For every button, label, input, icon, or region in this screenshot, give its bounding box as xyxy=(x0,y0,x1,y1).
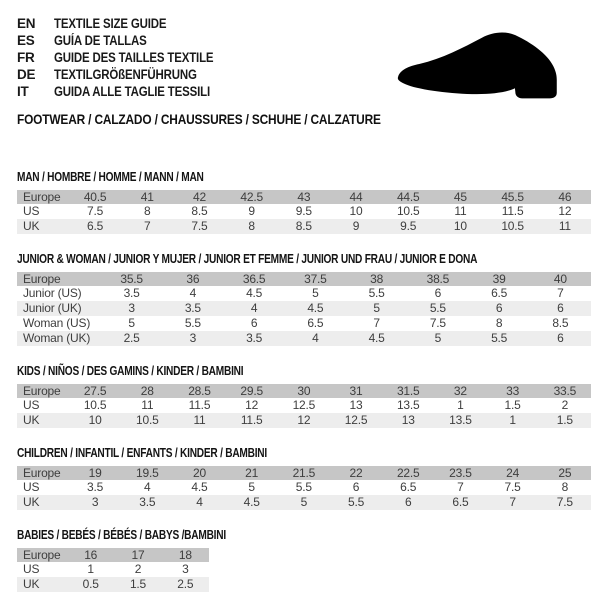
size-table-row xyxy=(17,480,591,495)
size-cell: 8.5 xyxy=(278,219,330,234)
size-table-row xyxy=(17,204,591,219)
size-table-row xyxy=(17,316,591,331)
size-cell: 7.5 xyxy=(539,495,591,510)
language-code: IT xyxy=(17,84,29,99)
size-table-header-row xyxy=(17,548,209,562)
section-man xyxy=(17,169,591,234)
size-cell: 22.5 xyxy=(382,466,434,480)
size-cell: 5.5 xyxy=(469,331,530,346)
section-title: MAN / HOMBRE / HOMME / MANN / MAN xyxy=(17,169,204,184)
row-label: Europe xyxy=(17,548,67,562)
size-cell: 7 xyxy=(457,480,464,494)
size-cell: 4.5 xyxy=(246,286,263,300)
size-cell: 23.5 xyxy=(434,466,486,480)
size-cell: 6 xyxy=(250,316,258,330)
size-table-kids xyxy=(17,384,591,428)
row-label: UK xyxy=(17,413,69,428)
size-cell: 13.5 xyxy=(434,413,486,428)
size-cell: 7 xyxy=(373,316,380,330)
size-cell: 3.5 xyxy=(224,331,285,346)
size-table-header-row xyxy=(17,272,591,286)
size-cell: 5.5 xyxy=(407,301,468,316)
section-babies xyxy=(17,527,591,592)
size-table-junior-woman xyxy=(17,272,591,346)
size-cell: 5 xyxy=(407,331,468,346)
size-cell: 8 xyxy=(495,316,503,330)
size-cell: 9.5 xyxy=(295,204,312,218)
size-cell: 1 xyxy=(487,413,539,428)
size-cell: 45.5 xyxy=(487,190,539,204)
section-title: BABIES / BEBÉS / BÉBÉS / BABYS /BAMBINI xyxy=(17,527,226,542)
language-title: GUIDA ALLE TAGLIE TESSILI xyxy=(54,84,210,99)
size-cell: 8.5 xyxy=(191,204,208,218)
size-cell: 6.5 xyxy=(400,480,417,494)
language-title: GUIDE DES TAILLES TEXTILE xyxy=(54,50,214,65)
size-cell: 11.5 xyxy=(226,413,278,428)
size-cell: 5.5 xyxy=(368,286,385,300)
size-cell: 24 xyxy=(487,466,539,480)
size-cell: 5 xyxy=(128,316,135,330)
section-kids xyxy=(17,363,591,428)
size-table-row xyxy=(17,398,591,413)
size-cell: 6.5 xyxy=(307,316,324,330)
language-code: ES xyxy=(17,33,35,48)
size-table-row xyxy=(17,562,209,577)
language-code: DE xyxy=(17,67,36,82)
size-cell: 12.5 xyxy=(292,398,316,412)
size-cell: 3 xyxy=(182,562,189,576)
size-table-row xyxy=(17,413,591,428)
size-cell: 4 xyxy=(285,331,346,346)
size-cell: 7 xyxy=(487,495,539,510)
size-table-row xyxy=(17,495,591,510)
size-cell: 17 xyxy=(114,548,161,562)
size-cell: 5 xyxy=(248,480,255,494)
size-cell: 10.5 xyxy=(487,219,539,234)
size-cell: 12 xyxy=(245,398,259,412)
size-cell: 11 xyxy=(141,398,154,412)
size-cell: 3 xyxy=(162,331,223,346)
size-cell: 20 xyxy=(173,466,225,480)
size-cell: 44.5 xyxy=(382,190,434,204)
size-cell: 1 xyxy=(457,398,464,412)
size-cell: 2 xyxy=(134,562,142,576)
size-cell: 13.5 xyxy=(396,398,420,412)
size-cell: 3 xyxy=(101,301,162,316)
size-cell: 19.5 xyxy=(121,466,173,480)
size-cell: 7.5 xyxy=(504,480,521,494)
size-cell: 39 xyxy=(469,272,530,286)
size-cell: 6 xyxy=(530,331,591,346)
size-cell: 1 xyxy=(87,562,94,576)
size-cell: 8 xyxy=(561,480,569,494)
size-cell: 12 xyxy=(558,204,572,218)
size-cell: 6 xyxy=(469,301,530,316)
size-cell: 4 xyxy=(189,286,197,300)
language-code: FR xyxy=(17,50,35,65)
size-cell: 28 xyxy=(121,384,173,398)
size-table-header-row xyxy=(17,190,591,204)
size-cell: 5.5 xyxy=(295,480,312,494)
size-cell: 10 xyxy=(69,413,121,428)
row-label: Europe xyxy=(17,190,69,204)
size-table-row xyxy=(17,301,591,316)
section-junior-woman xyxy=(17,251,591,346)
size-cell: 3.5 xyxy=(121,495,173,510)
row-label: Europe xyxy=(17,466,69,480)
size-cell: 31 xyxy=(330,384,382,398)
row-label: Europe xyxy=(17,272,101,286)
row-label: Woman (UK) xyxy=(17,331,101,346)
size-cell: 32 xyxy=(434,384,486,398)
size-cell: 25 xyxy=(539,466,591,480)
size-cell: 5.5 xyxy=(330,495,382,510)
row-label: US xyxy=(23,204,40,218)
size-table-row xyxy=(17,577,209,592)
size-cell: 29.5 xyxy=(226,384,278,398)
row-label: Junior (US) xyxy=(23,286,82,300)
size-cell: 38.5 xyxy=(407,272,468,286)
size-cell: 36.5 xyxy=(224,272,285,286)
size-cell: 11 xyxy=(173,413,225,428)
section-title: KIDS / NIÑOS / DES GAMINS / KINDER / BAMBINI xyxy=(17,363,244,378)
size-cell: 3.5 xyxy=(123,286,140,300)
size-cell: 1.5 xyxy=(504,398,521,412)
size-cell: 6 xyxy=(434,286,442,300)
size-cell: 7.5 xyxy=(429,316,446,330)
row-label: US xyxy=(23,480,40,494)
size-cell: 10.5 xyxy=(121,413,173,428)
size-cell: 13 xyxy=(382,413,434,428)
header xyxy=(17,16,591,127)
row-label: US xyxy=(23,562,40,576)
size-cell: 3 xyxy=(69,495,121,510)
size-cell: 6.5 xyxy=(434,495,486,510)
language-title: TEXTILE SIZE GUIDE xyxy=(54,16,167,31)
row-label: Junior (UK) xyxy=(17,301,101,316)
size-cell: 4 xyxy=(173,495,225,510)
row-label: UK xyxy=(17,219,69,234)
size-cell: 40 xyxy=(530,272,591,286)
size-cell: 33 xyxy=(487,384,539,398)
size-cell: 7 xyxy=(557,286,564,300)
size-table-header-row xyxy=(17,466,591,480)
size-cell: 41 xyxy=(121,190,173,204)
section-title: JUNIOR & WOMAN / JUNIOR Y MUJER / JUNIOR ET FEMME / JUNIOR UND FRAU / JUNIOR E DONA xyxy=(17,251,478,266)
size-cell: 31.5 xyxy=(382,384,434,398)
size-cell: 4.5 xyxy=(191,480,208,494)
size-cell: 4.5 xyxy=(346,331,407,346)
size-cell: 12.5 xyxy=(330,413,382,428)
size-cell: 5.5 xyxy=(184,316,201,330)
size-cell: 18 xyxy=(162,548,209,562)
size-cell: 4 xyxy=(144,480,151,494)
size-cell: 11.5 xyxy=(501,204,524,218)
size-cell: 10.5 xyxy=(83,398,107,412)
size-cell: 0.5 xyxy=(67,577,114,592)
size-cell: 11.5 xyxy=(188,398,211,412)
size-cell: 42 xyxy=(173,190,225,204)
size-cell: 6.5 xyxy=(69,219,121,234)
size-cell: 1.5 xyxy=(539,413,591,428)
size-cell: 43 xyxy=(278,190,330,204)
size-cell: 27.5 xyxy=(69,384,121,398)
size-cell: 9 xyxy=(330,219,382,234)
size-cell: 5 xyxy=(346,301,407,316)
size-cell: 8 xyxy=(226,219,278,234)
size-cell: 21 xyxy=(226,466,278,480)
size-cell: 3.5 xyxy=(162,301,223,316)
size-cell: 10 xyxy=(434,219,486,234)
size-cell: 8 xyxy=(144,204,151,218)
size-table-man xyxy=(17,190,591,234)
section-title: CHILDREN / INFANTIL / ENFANTS / KINDER / BAMBINI xyxy=(17,445,267,460)
size-table-row xyxy=(17,286,591,301)
size-cell: 2 xyxy=(561,398,569,412)
size-cell: 10 xyxy=(349,204,363,218)
size-cell: 21.5 xyxy=(278,466,330,480)
size-cell: 35.5 xyxy=(101,272,162,286)
size-cell: 5 xyxy=(278,495,330,510)
shoe-icon xyxy=(396,28,578,104)
category-line: FOOTWEAR / CALZADO / CHAUSSURES / SCHUHE / CALZATURE xyxy=(17,111,381,127)
size-table-row xyxy=(17,331,591,346)
size-cell: 33.5 xyxy=(539,384,591,398)
size-cell: 2.5 xyxy=(162,577,209,592)
size-cell: 1.5 xyxy=(114,577,161,592)
size-cell: 5 xyxy=(312,286,319,300)
size-cell: 4 xyxy=(224,301,285,316)
row-label: Woman (US) xyxy=(23,316,91,330)
size-cell: 42.5 xyxy=(226,190,278,204)
size-cell: 10.5 xyxy=(396,204,420,218)
size-cell: 6 xyxy=(530,301,591,316)
size-cell: 22 xyxy=(330,466,382,480)
size-cell: 13 xyxy=(349,398,363,412)
size-cell: 9 xyxy=(248,204,255,218)
language-code: EN xyxy=(17,16,36,31)
size-cell: 19 xyxy=(69,466,121,480)
size-cell: 9.5 xyxy=(382,219,434,234)
size-cell: 8.5 xyxy=(552,316,569,330)
size-cell: 6.5 xyxy=(491,286,508,300)
size-table-row xyxy=(17,219,591,234)
size-cell: 45 xyxy=(434,190,486,204)
size-cell: 40.5 xyxy=(69,190,121,204)
size-cell: 46 xyxy=(539,190,591,204)
row-label: UK xyxy=(17,577,67,592)
size-cell: 7.5 xyxy=(173,219,225,234)
size-cell: 7 xyxy=(121,219,173,234)
size-cell: 7.5 xyxy=(87,204,104,218)
row-label: UK xyxy=(17,495,69,510)
size-table-header-row xyxy=(17,384,591,398)
language-title: TEXTILGRÖßENFÜHRUNG xyxy=(54,67,197,82)
size-cell: 28.5 xyxy=(173,384,225,398)
size-cell: 36 xyxy=(162,272,223,286)
size-cell: 30 xyxy=(278,384,330,398)
size-cell: 2.5 xyxy=(101,331,162,346)
language-title: GUÍA DE TALLAS xyxy=(54,33,147,48)
size-cell: 6 xyxy=(382,495,434,510)
size-cell: 3.5 xyxy=(87,480,104,494)
size-cell: 4.5 xyxy=(285,301,346,316)
size-table-children xyxy=(17,466,591,510)
section-children xyxy=(17,445,591,510)
size-cell: 4.5 xyxy=(226,495,278,510)
row-label: Europe xyxy=(17,384,69,398)
size-cell: 11 xyxy=(454,204,467,218)
size-cell: 38 xyxy=(346,272,407,286)
size-cell: 12 xyxy=(278,413,330,428)
size-cell: 6 xyxy=(352,480,360,494)
size-cell: 11 xyxy=(539,219,591,234)
size-table-babies xyxy=(17,548,209,592)
size-cell: 44 xyxy=(330,190,382,204)
size-cell: 16 xyxy=(67,548,114,562)
row-label: US xyxy=(23,398,40,412)
size-cell: 37.5 xyxy=(285,272,346,286)
